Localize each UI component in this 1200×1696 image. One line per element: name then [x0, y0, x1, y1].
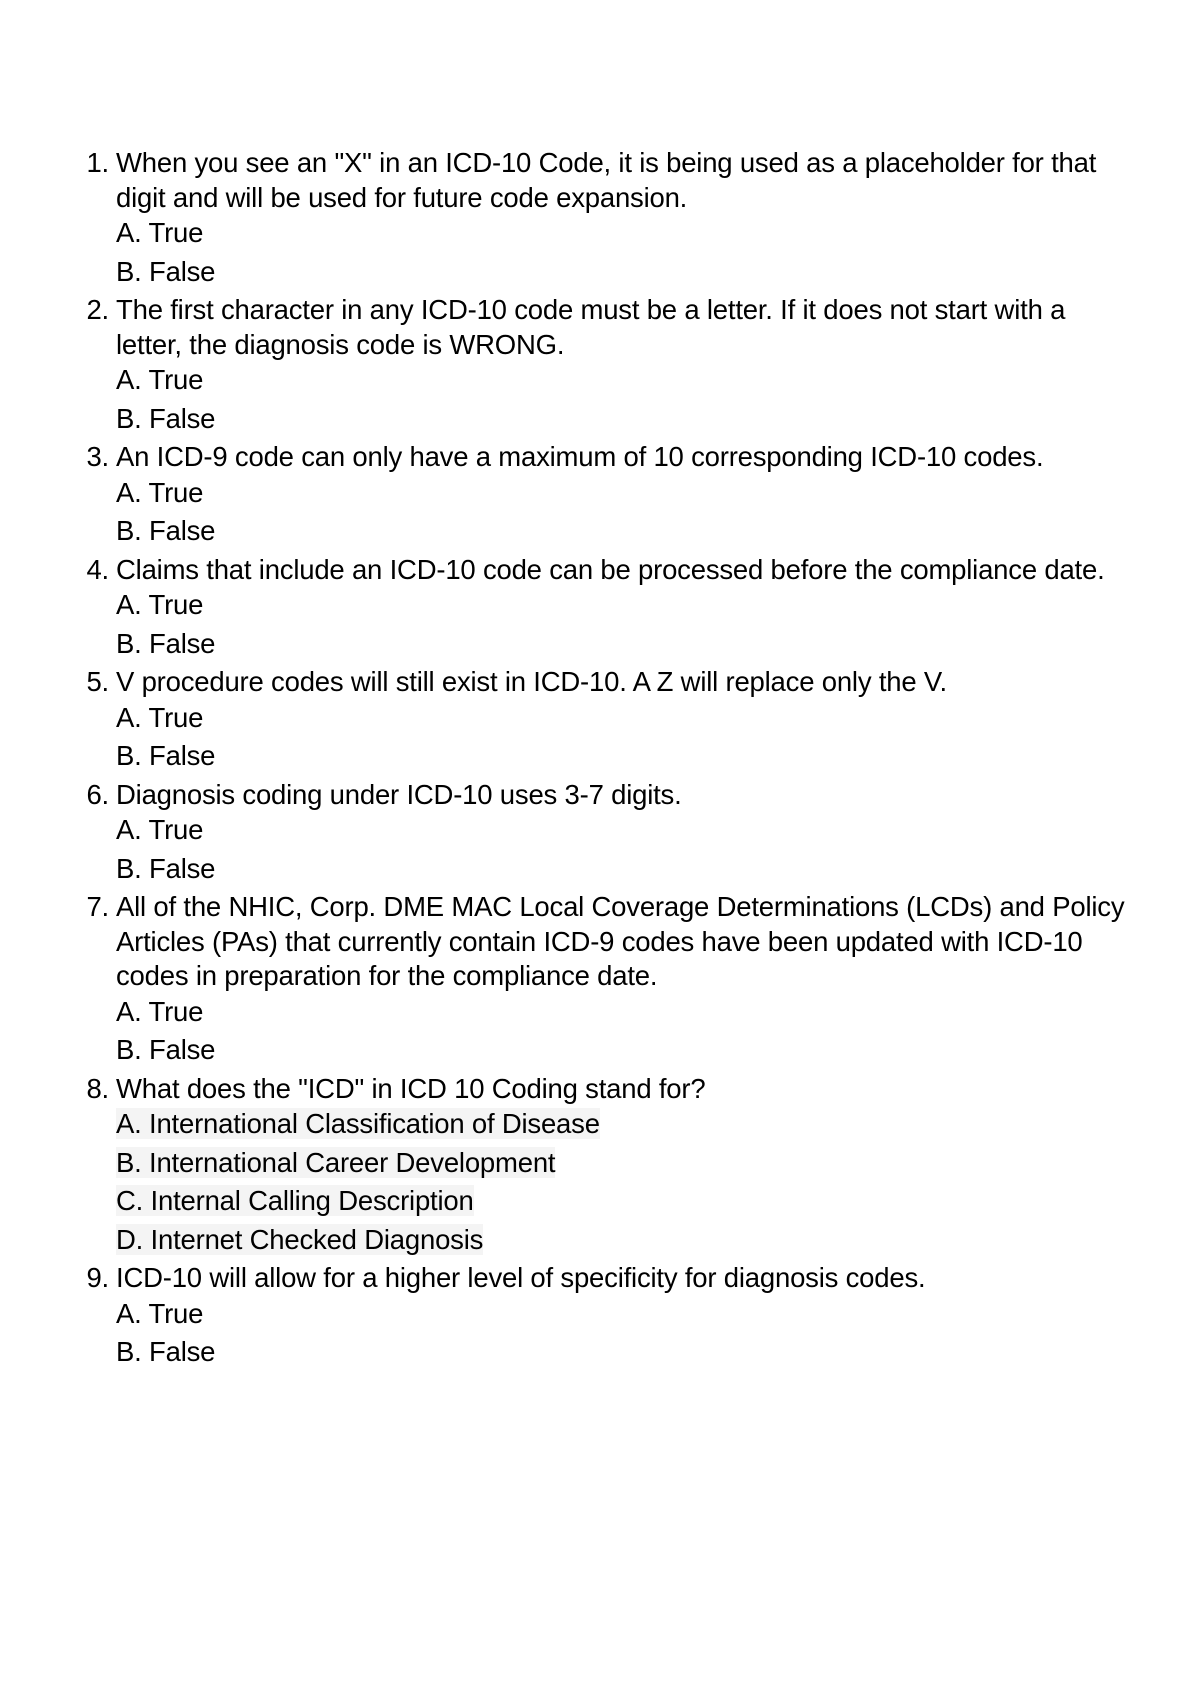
answer-option-c: C. Internal Calling Description [116, 1185, 474, 1216]
question-row [72, 293, 1132, 362]
answer-option-b: B. False [116, 740, 216, 771]
question-text: V procedure codes will still exist in ICD-10. A Z will replace only the V. [116, 666, 947, 697]
question-text: Diagnosis coding under ICD-10 uses 3-7 digits. [116, 778, 682, 810]
question-5 [72, 665, 1132, 774]
answer-option-b: B. False [116, 515, 216, 546]
answer-options [72, 813, 1132, 886]
answer-options [72, 1297, 1132, 1370]
question-row [72, 440, 1132, 475]
question-8 [72, 1072, 1132, 1258]
question-1 [72, 146, 1132, 289]
question-text: An ICD-9 code can only have a maximum of 10 corresponding ICD-10 codes. [116, 441, 1044, 472]
answer-option-b: B. False [116, 1336, 216, 1367]
question-row [72, 1072, 1132, 1107]
question-number: 2. [86, 294, 109, 325]
question-number: 4. [86, 553, 109, 585]
answer-options [72, 363, 1132, 436]
answer-options [72, 995, 1132, 1068]
answer-option-a: A. True [116, 217, 204, 248]
question-row [72, 778, 1132, 813]
question-row [72, 890, 1132, 994]
question-number: 3. [86, 441, 109, 472]
answer-option-a: A. True [116, 364, 204, 395]
question-9 [72, 1261, 1132, 1370]
question-row [72, 146, 1132, 215]
answer-options [72, 1107, 1132, 1257]
question-7 [72, 890, 1132, 1068]
question-3 [72, 440, 1132, 549]
question-2 [72, 293, 1132, 436]
answer-option-a: A. True [116, 1297, 204, 1329]
answer-options [72, 476, 1132, 549]
answer-option-b: B. False [116, 255, 216, 287]
question-row [72, 553, 1132, 588]
answer-option-b: B. False [116, 402, 216, 434]
quiz-list [72, 146, 1132, 1374]
question-number: 9. [86, 1262, 109, 1293]
question-text: What does the "ICD" in ICD 10 Coding stand for? [116, 1072, 706, 1104]
answer-options [72, 216, 1132, 289]
question-number: 7. [86, 891, 109, 922]
answer-option-a: A. True [116, 701, 204, 733]
question-text: ICD-10 will allow for a higher level of specificity for diagnosis codes. [116, 1262, 926, 1293]
question-number: 1. [86, 147, 109, 178]
question-text: The first character in any ICD-10 code must be a letter. If it does not start with a letter, the diagnosis code is WRONG. [116, 294, 1066, 360]
answer-option-a: A. True [116, 476, 204, 508]
answer-option-b: B. International Career Development [116, 1146, 556, 1178]
answer-option-a: A. True [116, 589, 204, 620]
question-6 [72, 778, 1132, 887]
answer-option-b: B. False [116, 627, 216, 659]
question-text: Claims that include an ICD-10 code can be processed before the compliance date. [116, 553, 1105, 585]
question-text: When you see an "X" in an ICD-10 Code, it is being used as a placeholder for that digit and will be used for future code expansion. [116, 147, 1097, 213]
question-text: All of the NHIC, Corp. DME MAC Local Coverage Determinations (LCDs) and Policy Articles (PAs) that currently contain ICD-9 codes have been updated with ICD-10 codes in preparation for the compliance date. [116, 891, 1125, 991]
answer-option-a: A. True [116, 995, 204, 1027]
question-4 [72, 553, 1132, 662]
question-number: 5. [86, 666, 109, 697]
question-number: 6. [86, 778, 109, 810]
question-row [72, 1261, 1132, 1296]
question-row [72, 665, 1132, 700]
answer-option-a: A. True [116, 814, 204, 845]
answer-option-d: D. Internet Checked Diagnosis [116, 1223, 484, 1255]
answer-option-a: A. International Classification of Disease [116, 1108, 600, 1139]
answer-options [72, 588, 1132, 661]
answer-option-b: B. False [116, 1034, 216, 1065]
answer-option-b: B. False [116, 852, 216, 884]
question-number: 8. [86, 1072, 109, 1104]
answer-options [72, 701, 1132, 774]
